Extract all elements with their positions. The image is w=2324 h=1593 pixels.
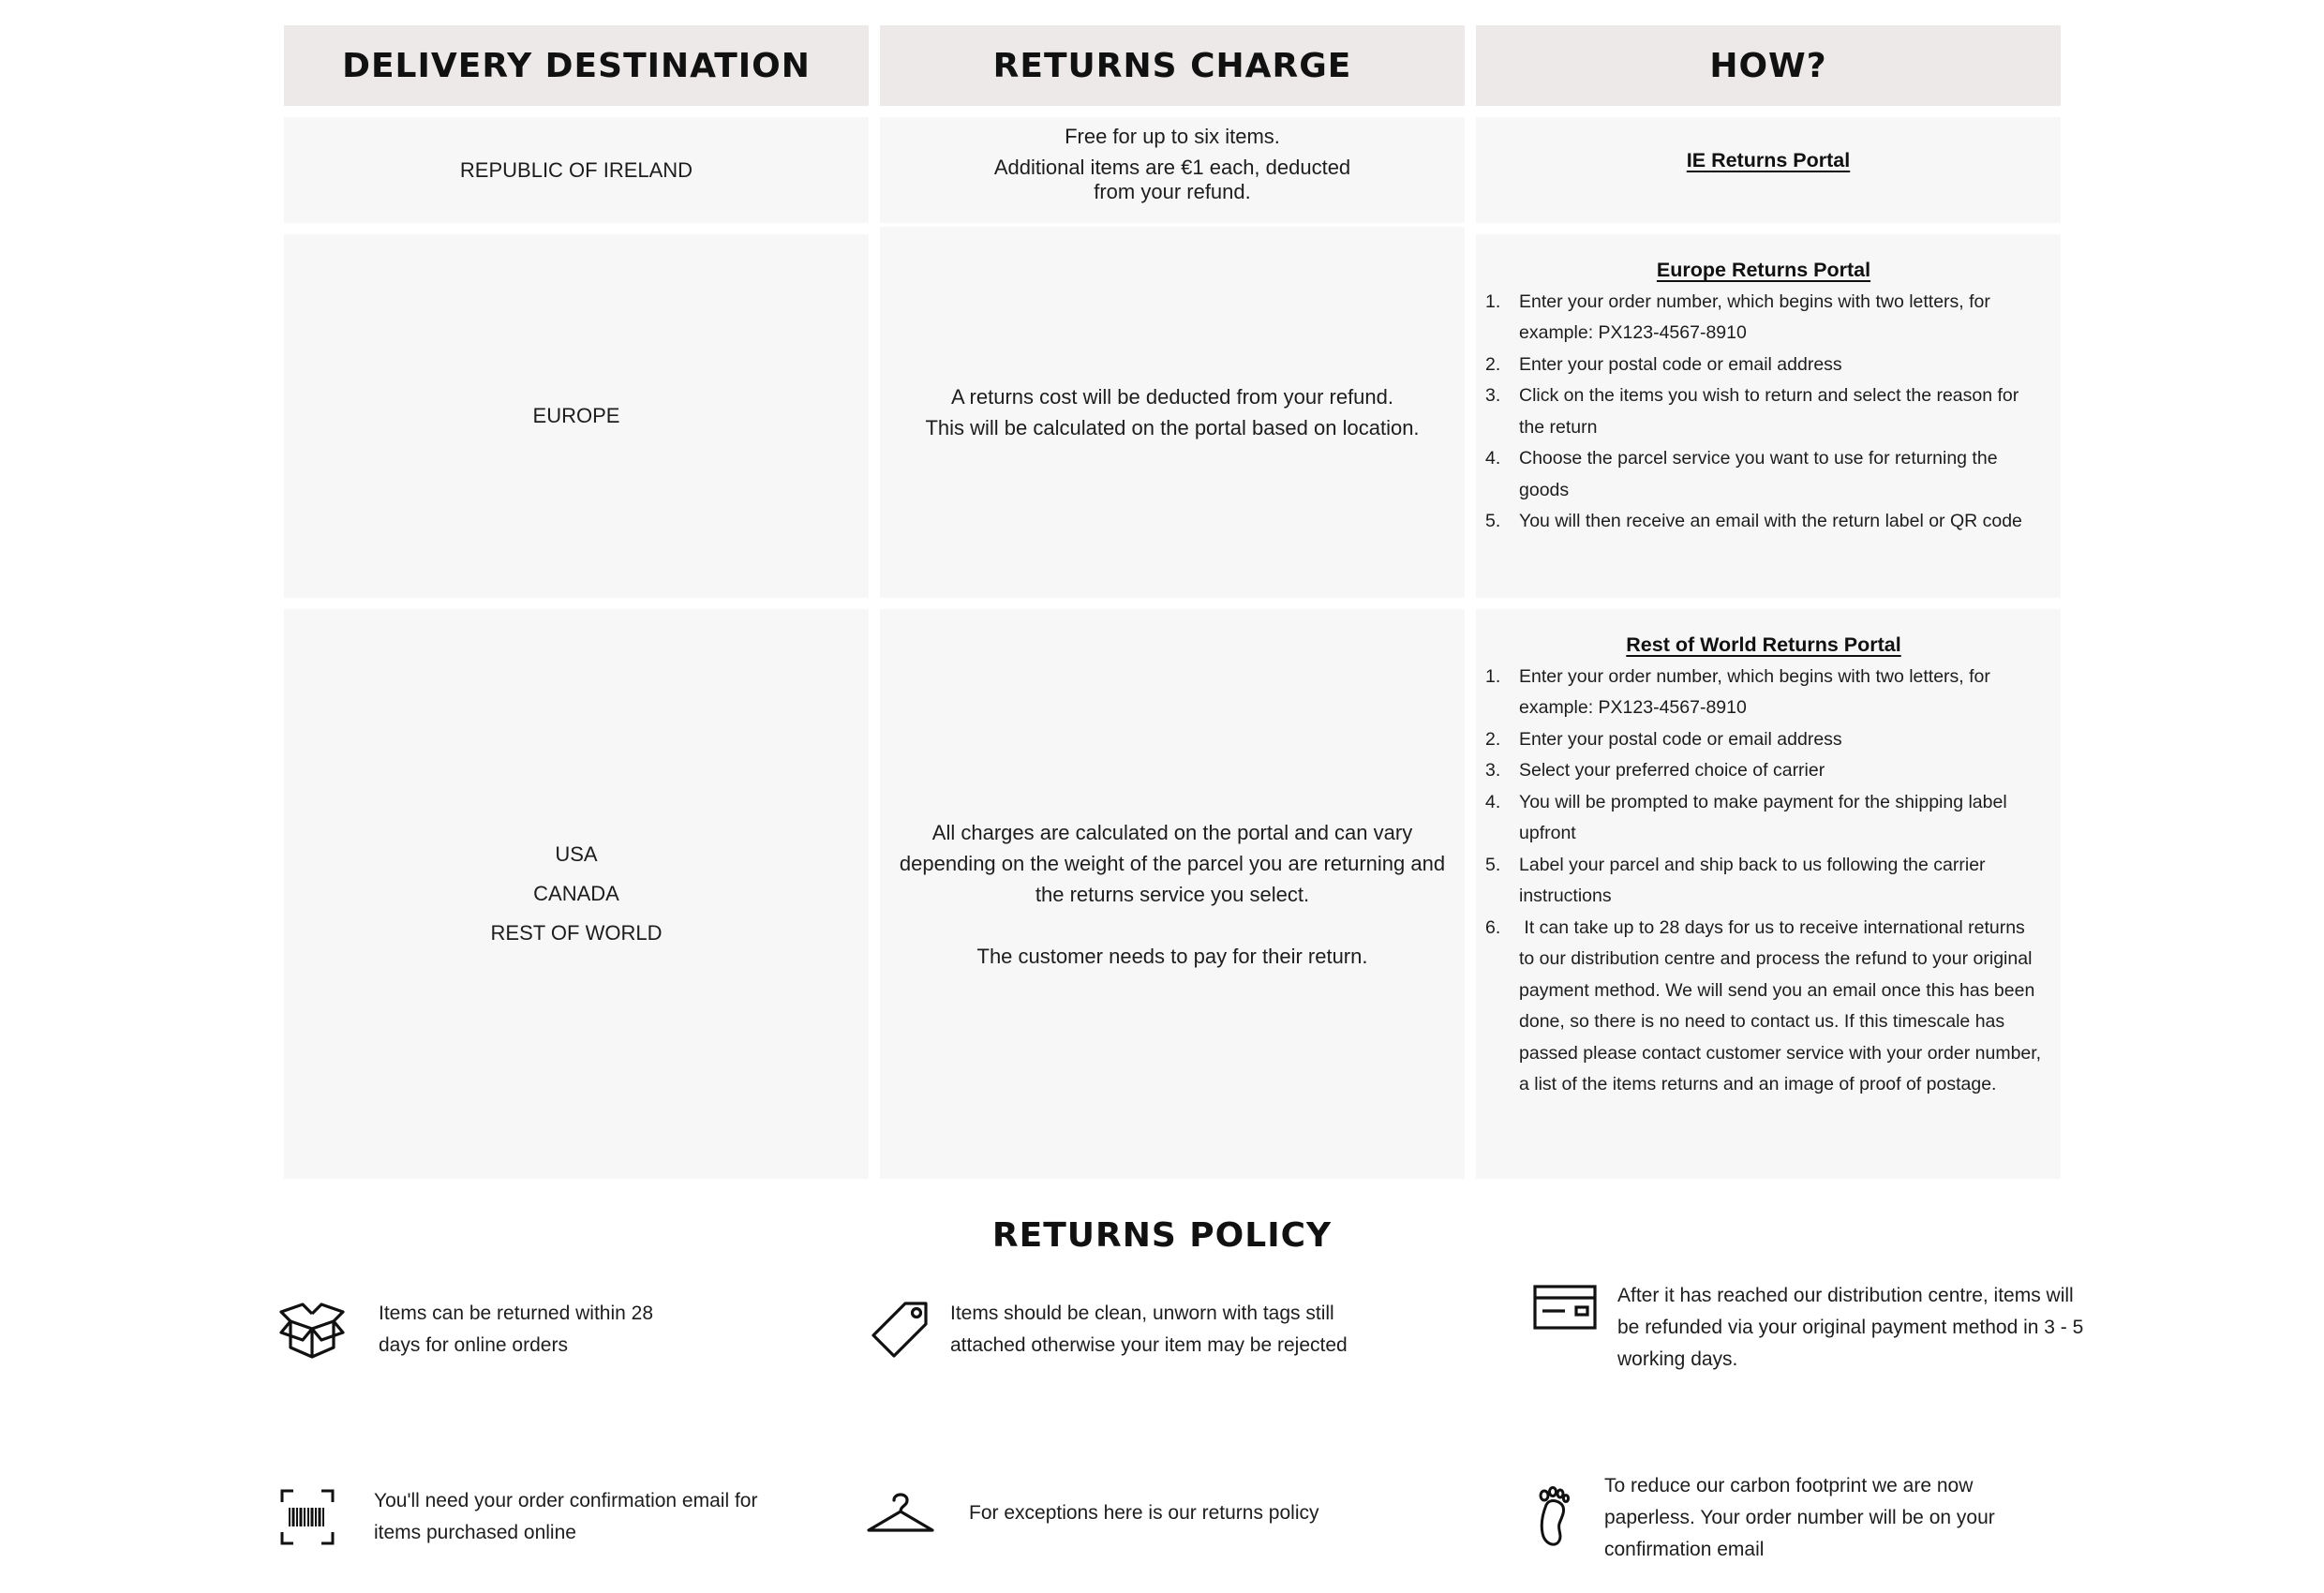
how-cell-rest-of-world: [1476, 609, 2061, 1179]
rest-of-world-returns-portal-link[interactable]: Rest of World Returns Portal: [1626, 633, 1901, 656]
charge-text: The customer needs to pay for their return.: [976, 944, 1368, 968]
list-item: 5. Label your parcel and ship back to us following the carrier instructions: [1485, 854, 1986, 906]
open-box-icon: [277, 1299, 347, 1361]
list-item: 1. Enter your order number, which begins with two letters, for example: PX123-4567-8910: [1485, 290, 1990, 343]
policy-text: Items should be clean, unworn with tags still attached otherwise your item may be rejected: [950, 1303, 1348, 1356]
list-item: 1. Enter your order number, which begins with two letters, for example: PX123-4567-8910: [1485, 665, 1990, 718]
charge-text: All charges are calculated on the portal and can vary depending on the weight of the parcel you are returning and the returns service you select.: [899, 820, 1446, 906]
returns-policy-title: RETURNS POLICY: [991, 1216, 1333, 1255]
how-cell-ireland: [1476, 117, 2061, 223]
policy-item-condition: [872, 1298, 1396, 1362]
destination-cell-rest-of-world: [284, 609, 869, 1179]
charge-cell-ireland: [880, 117, 1465, 223]
how-cell-europe: [1476, 234, 2061, 598]
list-item: 5. You will then receive an email with the return label or QR code: [1485, 511, 2022, 531]
destination-cell-ireland: [284, 117, 869, 223]
footprint-icon: [1535, 1486, 1572, 1550]
charge-cell-rest-of-world: [880, 609, 1465, 1179]
list-item: 4. You will be prompted to make payment for the shipping label upfront: [1485, 791, 2007, 843]
destination-label: EUROPE: [532, 404, 620, 427]
policy-text: You'll need your order confirmation email for items purchased online: [374, 1490, 758, 1543]
destination-label: CANADA: [533, 882, 619, 905]
list-item: 4. Choose the parcel service you want to use for returning the goods: [1485, 448, 1998, 500]
policy-item-exceptions: [866, 1491, 1391, 1536]
list-item: 2. Enter your postal code or email address: [1485, 728, 1842, 750]
policy-item-paperless: [1535, 1470, 2097, 1566]
list-item: 2. Enter your postal code or email address: [1485, 353, 1842, 375]
returns-policy-link-text[interactable]: For exceptions here is our returns policy: [969, 1502, 1319, 1524]
charge-text: A returns cost will be deducted from your refund.: [950, 385, 1393, 409]
header-returns-charge: RETURNS CHARGE: [880, 25, 1465, 106]
europe-steps-list: [1485, 287, 2042, 538]
policy-item-confirmation-email: [280, 1485, 805, 1549]
credit-card-icon: [1533, 1285, 1597, 1330]
charge-text: This will be calculated on the portal based on location.: [925, 416, 1420, 439]
destination-label: USA: [555, 842, 598, 866]
hanger-icon: [866, 1491, 935, 1536]
price-tag-icon: [872, 1300, 930, 1360]
destination-label: REPUBLIC OF IRELAND: [459, 157, 693, 182]
destination-cell-europe: [284, 234, 869, 598]
header-how: HOW?: [1476, 25, 2061, 106]
charge-cell-europe: [880, 227, 1465, 598]
header-delivery-destination: DELIVERY DESTINATION: [284, 25, 869, 106]
list-item: 6. It can take up to 28 days for us to receive international returns to our distribution centre and process the refund to your original payment method. We will send you an email once this has been done, so there is no need to contact us. If this timescale has passed please contact customer service with your order number, a list of the items returns and an image of proof of postage.: [1485, 916, 2047, 1094]
list-item: 3. Select your preferred choice of carrier: [1485, 760, 1825, 781]
charge-text: Free for up to six items.: [1065, 125, 1280, 148]
ie-returns-portal-link[interactable]: IE Returns Portal: [1686, 148, 1851, 171]
rest-of-world-steps-list: [1485, 662, 2047, 1101]
returns-table: [284, 25, 2061, 1179]
policy-text: Items can be returned within 28 days for online orders: [379, 1303, 653, 1356]
list-item: 3. Click on the items you wish to return and select the reason for the return: [1485, 385, 2019, 438]
policy-text: To reduce our carbon footprint we are now paperless. Your order number will be on your confirmation email: [1604, 1475, 1995, 1560]
barcode-icon: [280, 1489, 335, 1545]
policy-text: After it has reached our distribution centre, items will be refunded via your original payment method in 3 - 5 working days.: [1617, 1285, 2084, 1370]
destination-label: REST OF WORLD: [490, 921, 663, 945]
policy-item-refund: [1533, 1280, 2086, 1376]
charge-text: Additional items are €1 each, deducted from your refund.: [993, 156, 1351, 203]
policy-item-return-window: [277, 1298, 708, 1362]
europe-returns-portal-link[interactable]: Europe Returns Portal: [1656, 259, 1871, 281]
